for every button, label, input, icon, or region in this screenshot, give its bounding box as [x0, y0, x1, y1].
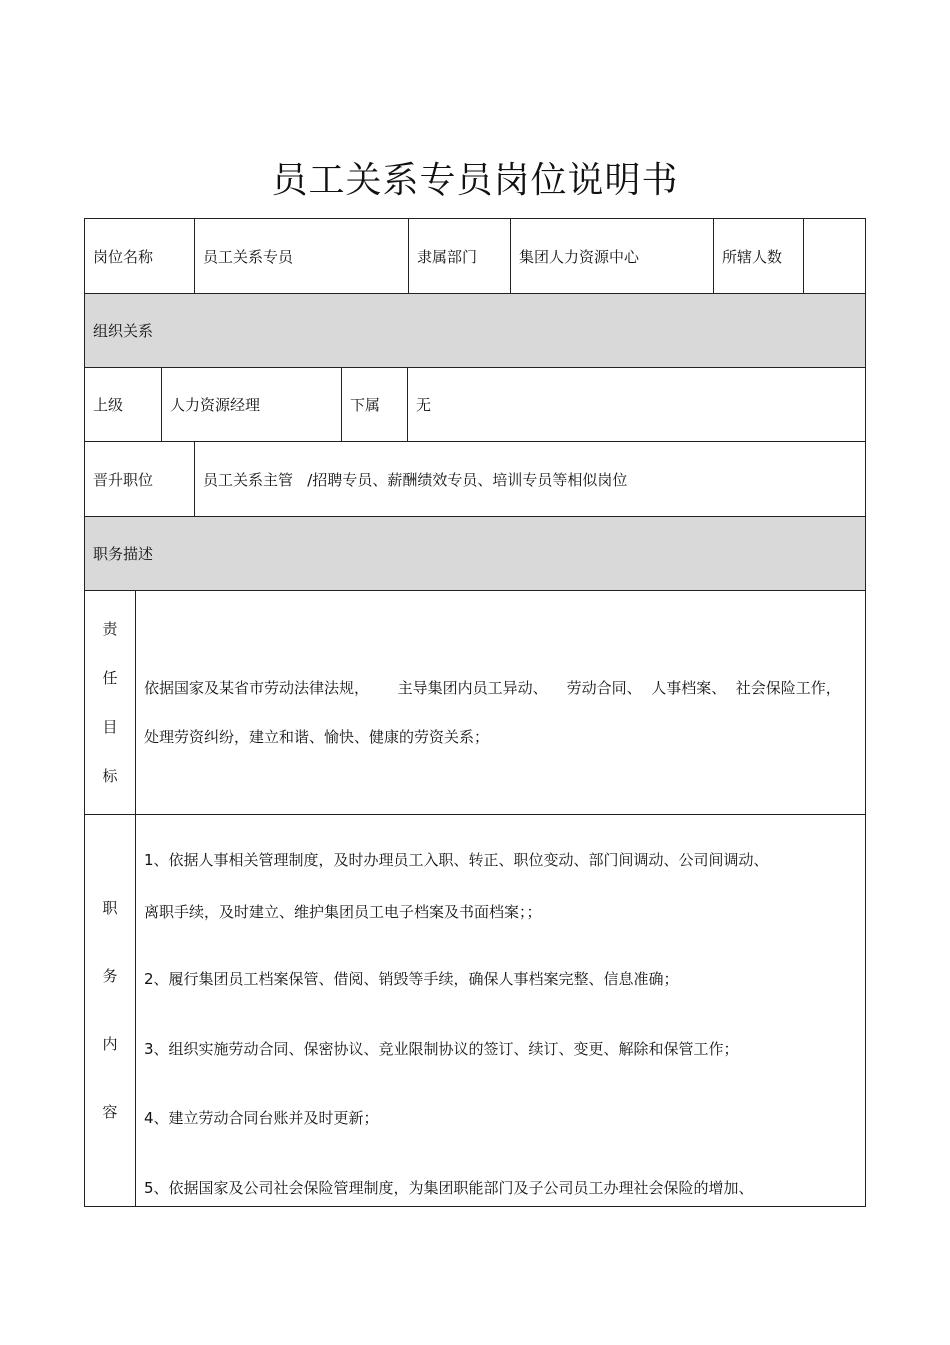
content-text [135, 814, 866, 1207]
promotion-label: 晋升职位 [84, 441, 195, 517]
org-relation-section: 组织关系 [84, 293, 866, 368]
goal-label-char: 责 [102, 619, 118, 638]
goal-label [84, 590, 136, 815]
goal-line: 处理劳资纠纷，建立和谐、愉快、健康的劳资关系； [144, 728, 490, 746]
job-description-table [84, 218, 866, 1207]
headcount-label: 所辖人数 [713, 218, 804, 294]
goal-text [135, 590, 866, 815]
content-label-char: 职 [102, 899, 118, 917]
superior-label: 上级 [84, 367, 162, 442]
content-label [84, 814, 136, 1207]
promotion-value: 员工关系主管 /招聘专员、薪酬绩效专员、培训专员等相似岗位 [194, 441, 866, 517]
post-name-label: 岗位名称 [84, 218, 195, 294]
post-name-value: 员工关系专员 [194, 218, 409, 294]
content-line: 4、建立劳动合同台账并及时更新； [144, 1109, 379, 1127]
content-label-char: 务 [102, 967, 118, 985]
content-line: 2、履行集团员工档案保管、借阅、销毁等手续，确保人事档案完整、信息准确； [144, 970, 679, 988]
goal-line: 依据国家及某省市劳动法律法规， 主导集团内员工异动、 劳动合同、 人事档案、 社会保险工作， [144, 679, 841, 697]
content-label-char: 容 [102, 1103, 118, 1121]
goal-label-char: 目 [102, 717, 118, 736]
content-line: 3、组织实施劳动合同、保密协议、竞业限制协议的签订、续订、变更、解除和保管工作； [144, 1040, 739, 1058]
subordinate-value: 无 [407, 367, 866, 442]
content-line: 5、依据国家及公司社会保险管理制度，为集团职能部门及子公司员工办理社会保险的增加、 [144, 1179, 754, 1197]
dept-value: 集团人力资源中心 [510, 218, 714, 294]
superior-value: 人力资源经理 [161, 367, 342, 442]
content-line: 离职手续，及时建立、维护集团员工电子档案及书面档案；； [144, 903, 542, 921]
dept-label: 隶属部门 [408, 218, 511, 294]
content-label-char: 内 [102, 1035, 118, 1053]
goal-label-char: 标 [102, 766, 118, 785]
headcount-value [803, 218, 866, 294]
content-line: 1、依据人事相关管理制度，及时办理员工入职、转正、职位变动、部门间调动、公司间调动、 [144, 851, 769, 869]
subordinate-label: 下属 [341, 367, 408, 442]
goal-label-char: 任 [102, 668, 118, 687]
duty-description-section: 职务描述 [84, 516, 866, 591]
document-title: 员工关系专员岗位说明书 [271, 160, 679, 201]
